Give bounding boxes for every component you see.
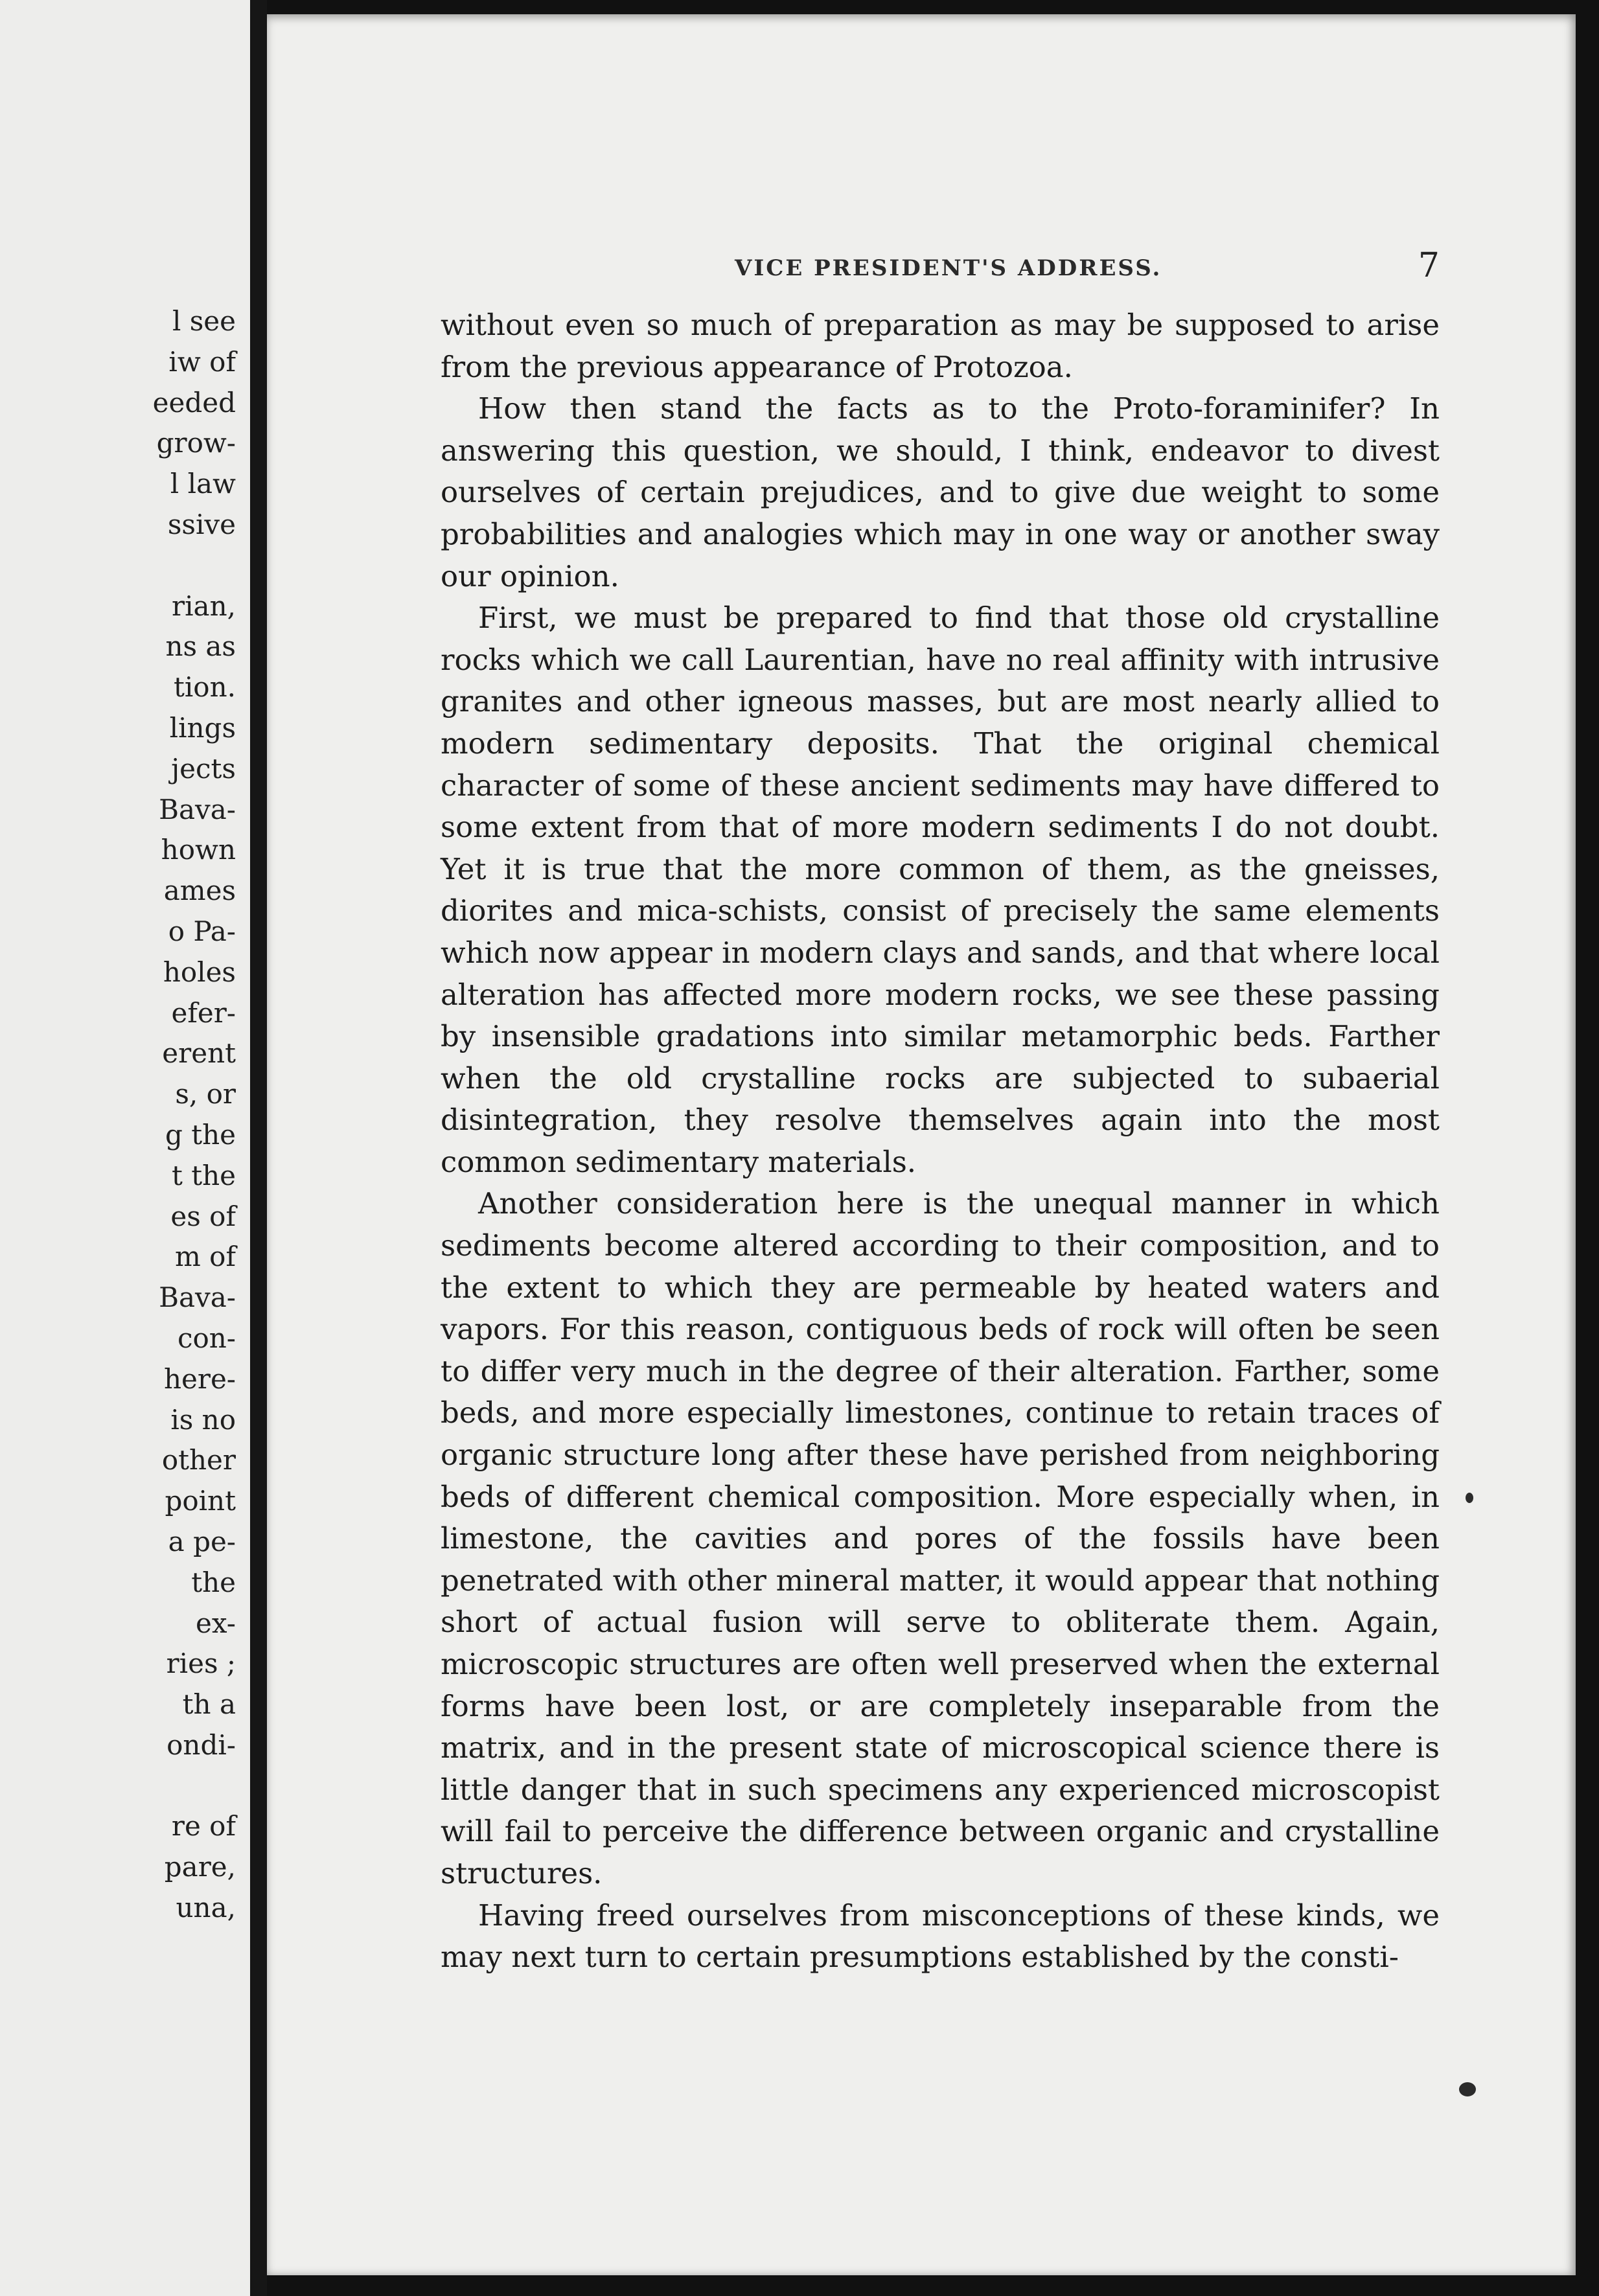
facing-page-line: is no — [170, 1403, 236, 1436]
facing-page-line: con- — [177, 1322, 236, 1354]
running-head: VICE PRESIDENT'S ADDRESS. — [735, 255, 1162, 281]
facing-page-line — [153, 545, 236, 586]
facing-page-line: lings — [169, 711, 236, 744]
facing-page-line: ondi- — [167, 1728, 236, 1761]
facing-page-line: holes — [163, 956, 236, 988]
paragraph: without even so much of preparation as may be supposed to arise from the previous appearance of Protozoa. — [441, 308, 1440, 384]
facing-page-line: pare, — [164, 1851, 236, 1883]
facing-page-line: l see — [172, 305, 236, 337]
facing-page-line: re of — [171, 1810, 236, 1843]
paragraph: First, we must be prepared to find that those old crystalline rocks which we call Laurentian, have no real affinity with intrusive granites and other igneous masses, but are most nearly allied to modern sedimentary deposits. That the original chemical character of some of these ancient sediments may have differed to some extent from that of more modern sediments I do not doubt. Yet it is true that the more common of them, as the gneisses, diorites and mica-schists, consist of precisely the same elements which now appear in modern clays and sands, and that where local alteration has affected more modern rocks, we see these passing by insensible gradations into similar metamorphic beds. Farther when the old crystalline rocks are subjected to subaerial disintegration, they resolve themselves again into the most common sedimentary materials. — [441, 601, 1440, 1179]
facing-page-line: t the — [171, 1159, 236, 1191]
facing-page-line: es of — [170, 1200, 236, 1232]
page-header — [267, 246, 1440, 292]
ink-spot — [1466, 1493, 1473, 1503]
facing-page-line: ex- — [196, 1607, 236, 1639]
facing-page-line: rian, — [172, 590, 236, 622]
body-text — [441, 304, 1440, 1979]
book-page — [267, 14, 1576, 2275]
facing-page-line: Bava- — [159, 1281, 236, 1314]
facing-page-text — [153, 301, 236, 1929]
facing-page-line: a pe- — [168, 1525, 236, 1557]
facing-page-line: una, — [176, 1892, 236, 1924]
facing-page-line: g the — [165, 1118, 236, 1151]
facing-page-line: ames — [163, 875, 236, 907]
facing-page-line: point — [165, 1485, 236, 1517]
book-gutter — [250, 0, 267, 2296]
facing-page-line: m of — [174, 1241, 236, 1273]
facing-page-line: iw of — [168, 345, 236, 378]
facing-page-line: here- — [163, 1362, 236, 1395]
paragraph: Another consideration here is the unequal manner in which sediments become altered according to their composition, and to the extent to which they are permeable by heated waters and vapors. For this reason, contiguous beds of rock will often be seen to differ very much in the degree of their alteration. Farther, some beds, and more especially limestones, continue to retain traces of organic structure long after these have perished from neighboring beds of different chemical composition. More especially when, in limestone, the cavities and pores of the fossils have been penetrated with other mineral matter, it would appear that nothing short of actual fusion will serve to obliterate them. Again, microscopic structures are often well preserved when the external forms have been lost, or are completely inseparable from the matrix, and in the present state of microscopical science there is little danger that in such specimens any experienced microscopist will fail to perceive the difference between organic and crystalline structures. — [441, 1186, 1440, 1890]
page-number: 7 — [1418, 246, 1440, 285]
facing-page-line: l law — [170, 468, 236, 500]
paragraph: Having freed ourselves from misconceptions of these kinds, we may next turn to certain presumptions established by the consti- — [441, 1898, 1440, 1975]
facing-page-line: grow- — [156, 427, 236, 459]
facing-page-line: the — [191, 1566, 236, 1598]
facing-page-line: s, or — [175, 1078, 236, 1110]
facing-page-line: ssive — [167, 508, 236, 540]
facing-page-line: th a — [182, 1688, 236, 1721]
facing-page-line: o Pa- — [168, 915, 236, 947]
facing-page-line: ries ; — [166, 1647, 236, 1680]
facing-page — [0, 0, 250, 2296]
facing-page-line: jects — [171, 752, 236, 785]
ink-spot — [1459, 2082, 1476, 2096]
facing-page-line — [153, 1766, 236, 1807]
paragraph: How then stand the facts as to the Proto-foraminifer? In answering this question, we should, I think, endeavor to divest ourselves of certain prejudices, and to give due weight to some probabilities and analogies which may in one way or another sway our opinion. — [441, 391, 1440, 593]
facing-page-line: other — [161, 1444, 236, 1476]
facing-page-line: tion. — [174, 671, 236, 704]
facing-page-line: Bava- — [159, 793, 236, 825]
facing-page-line: ns as — [165, 630, 236, 663]
facing-page-line: efer- — [171, 996, 236, 1029]
facing-page-line: hown — [161, 834, 236, 866]
facing-page-line: erent — [162, 1037, 236, 1070]
facing-page-line: eeded — [152, 386, 236, 419]
